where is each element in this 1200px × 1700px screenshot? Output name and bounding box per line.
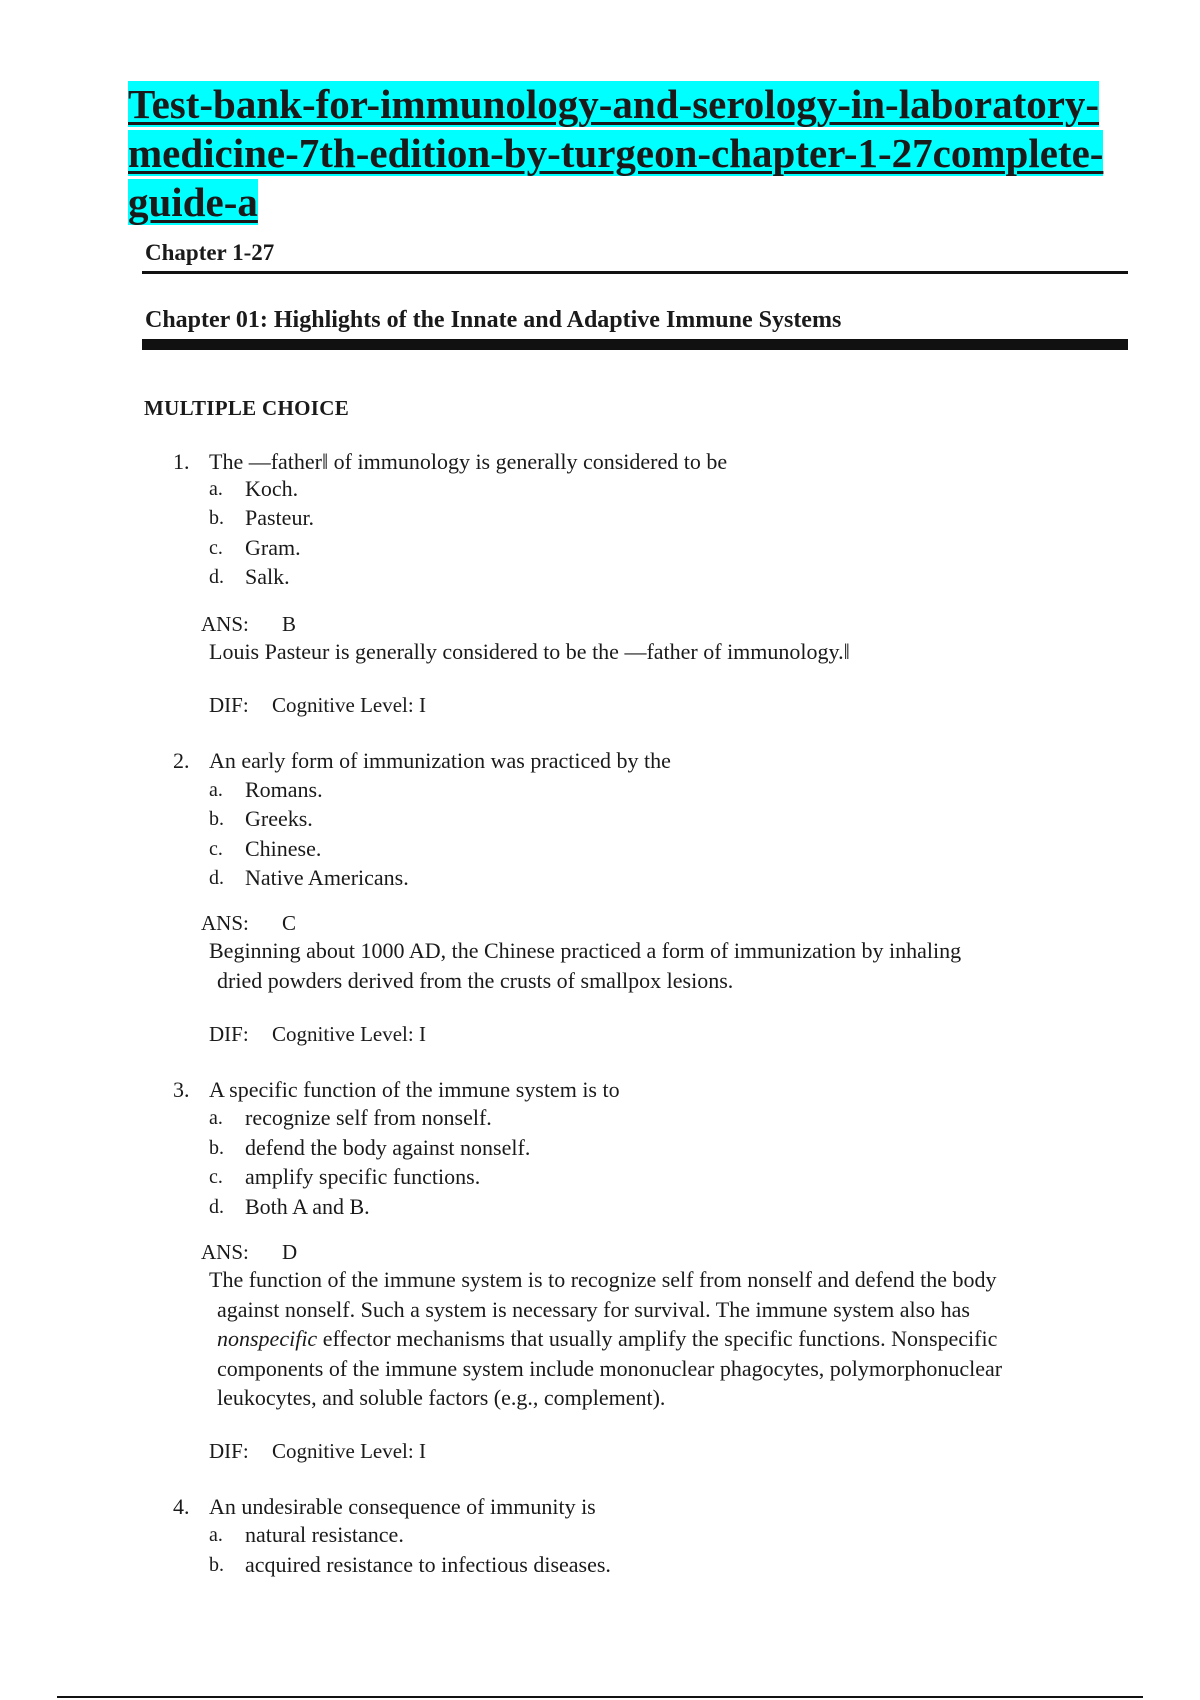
- option-text: Koch.: [245, 476, 299, 501]
- option-letter: a.: [209, 478, 223, 500]
- option-text: Greeks.: [245, 806, 313, 831]
- answer-label: ANS:: [201, 911, 249, 935]
- option-letter: b.: [209, 1554, 224, 1576]
- answer-rationale: Louis Pasteur is generally considered to be the —father of immunology.‖: [209, 639, 850, 664]
- option-text: Salk.: [245, 564, 290, 589]
- question-number: 3.: [173, 1077, 190, 1102]
- answer-value: C: [282, 911, 297, 935]
- rationale-line: leukocytes, and soluble factors (e.g., complement).: [217, 1385, 666, 1410]
- answer-value: B: [282, 612, 297, 636]
- option-text: Both A and B.: [245, 1194, 370, 1219]
- option-letter: c.: [209, 537, 223, 559]
- rationale-line: Beginning about 1000 AD, the Chinese practiced a form of immunization by inhaling: [209, 938, 962, 963]
- option-text: acquired resistance to infectious diseases.: [245, 1552, 611, 1577]
- rationale-line-rest: effector mechanisms that usually amplify the specific functions. Nonspecific: [317, 1326, 998, 1351]
- difficulty-label: DIF:: [209, 693, 249, 717]
- rationale-line: against nonself. Such a system is necessary for survival. The immune system also has: [217, 1296, 970, 1322]
- option-text: natural resistance.: [245, 1522, 404, 1547]
- title-link[interactable]: Test-bank-for-immunology-and-serology-in-laboratory-medicine-7th-edition-by-turgeon-chapter-1-27complete-guide-a: [128, 81, 1104, 225]
- divider-thick: [142, 339, 1128, 350]
- option-letter: b.: [209, 507, 224, 529]
- option-letter: b.: [209, 1137, 224, 1159]
- page-bottom-divider: [57, 1696, 1143, 1698]
- difficulty-value: Cognitive Level: I: [272, 693, 426, 717]
- question-number: 2.: [173, 748, 190, 773]
- option-text: Native Americans.: [245, 865, 409, 890]
- option-text: amplify specific functions.: [245, 1164, 481, 1189]
- difficulty-value: Cognitive Level: I: [272, 1022, 426, 1046]
- rationale-line: dried powders derived from the crusts of smallpox lesions.: [217, 967, 734, 993]
- option-text: Chinese.: [245, 836, 322, 861]
- chapter-range: Chapter 1-27: [145, 240, 275, 265]
- option-text: Gram.: [245, 535, 301, 560]
- question-stem: An early form of immunization was practiced by the: [209, 748, 671, 773]
- chapter-heading: Chapter 01: Highlights of the Innate and Adaptive Immune Systems: [145, 307, 842, 333]
- option-text: recognize self from nonself.: [245, 1105, 492, 1130]
- answer-label: ANS:: [201, 612, 249, 636]
- option-letter: d.: [209, 1196, 224, 1218]
- question-number: 1.: [173, 449, 190, 474]
- answer-label: ANS:: [201, 1240, 249, 1264]
- option-letter: a.: [209, 1107, 223, 1129]
- option-letter: c.: [209, 1166, 223, 1188]
- document-title: [128, 80, 1108, 227]
- difficulty-label: DIF:: [209, 1439, 249, 1463]
- option-text: defend the body against nonself.: [245, 1135, 531, 1160]
- difficulty-label: DIF:: [209, 1022, 249, 1046]
- question-stem: The —father‖ of immunology is generally considered to be: [209, 449, 728, 474]
- rationale-line: components of the immune system include mononuclear phagocytes, polymorphonuclear: [217, 1355, 1003, 1381]
- section-title: MULTIPLE CHOICE: [144, 396, 350, 420]
- question-stem: An undesirable consequence of immunity is: [209, 1494, 596, 1519]
- rationale-line: The function of the immune system is to recognize self from nonself and defend the body: [209, 1267, 997, 1292]
- option-text: Romans.: [245, 777, 323, 802]
- option-letter: a.: [209, 1524, 223, 1546]
- difficulty-value: Cognitive Level: I: [272, 1439, 426, 1463]
- question-stem: A specific function of the immune system is to: [209, 1077, 620, 1102]
- option-letter: d.: [209, 566, 224, 588]
- option-letter: d.: [209, 867, 224, 889]
- answer-rationale: [209, 1265, 1124, 1413]
- option-letter: b.: [209, 808, 224, 830]
- option-text: Pasteur.: [245, 505, 315, 530]
- question-number: 4.: [173, 1494, 190, 1519]
- option-letter: c.: [209, 838, 223, 860]
- answer-value: D: [282, 1240, 298, 1264]
- divider-thin: [142, 271, 1128, 274]
- answer-rationale: [209, 936, 1124, 995]
- rationale-line: [209, 1324, 1124, 1354]
- rationale-emphasis: nonspecific: [217, 1326, 318, 1351]
- option-letter: a.: [209, 779, 223, 801]
